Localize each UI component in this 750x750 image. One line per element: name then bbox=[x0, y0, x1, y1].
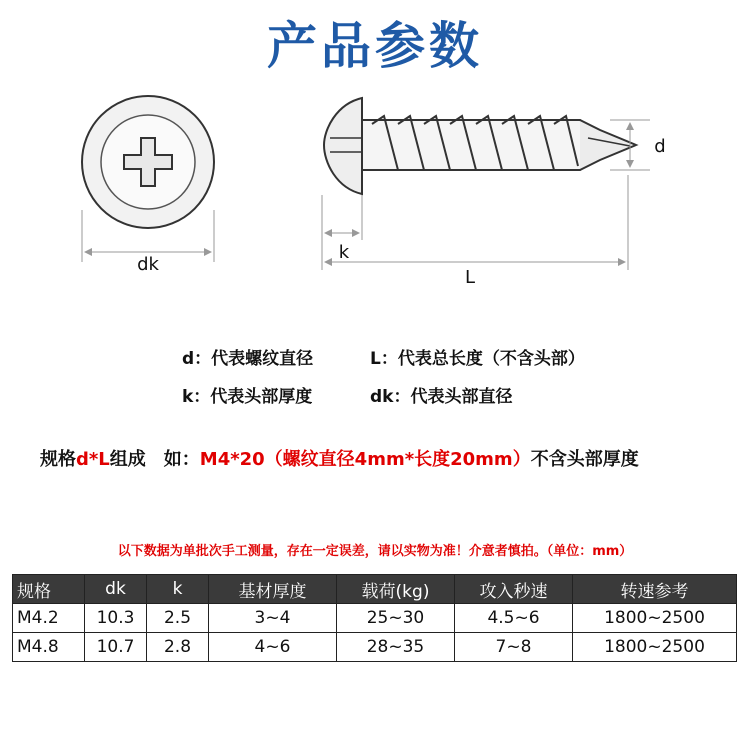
page-title: 产品参数 bbox=[267, 17, 483, 75]
table-row bbox=[13, 604, 737, 633]
cell-load: 25~30 bbox=[337, 604, 455, 633]
spec-format: d*L bbox=[76, 449, 110, 470]
cell-rpm: 1800~2500 bbox=[573, 604, 737, 633]
measurement-note: 以下数据为单批次手工测量，存在一定误差，请以实物为准！介意者慎拍。（单位：mm） bbox=[117, 544, 633, 559]
legend-d: d：代表螺纹直径 bbox=[182, 349, 314, 369]
legend-L: L：代表总长度（不含头部） bbox=[370, 349, 585, 369]
screw-dimension-diagram bbox=[0, 90, 750, 290]
table-header-row bbox=[13, 575, 737, 604]
cell-substrate-thickness: 3~4 bbox=[209, 604, 337, 633]
dk-label: dk bbox=[137, 254, 159, 275]
spec-suffix: 不含头部厚度 bbox=[530, 449, 639, 470]
cell-drill-speed: 4.5~6 bbox=[455, 604, 573, 633]
header-substrate-thickness: 基材厚度 bbox=[209, 575, 337, 604]
L-dimension bbox=[324, 175, 628, 270]
header-k: k bbox=[147, 575, 209, 604]
cell-k: 2.5 bbox=[147, 604, 209, 633]
table-row bbox=[13, 633, 737, 662]
cell-k: 2.8 bbox=[147, 633, 209, 662]
cell-substrate-thickness: 4~6 bbox=[209, 633, 337, 662]
header-spec: 规格 bbox=[13, 575, 85, 604]
screw-side-view bbox=[324, 98, 636, 194]
spec-table bbox=[12, 574, 737, 662]
head-top-view bbox=[82, 96, 214, 228]
L-label: L bbox=[464, 267, 476, 288]
d-label: d bbox=[654, 136, 666, 157]
cell-spec: M4.8 bbox=[13, 633, 85, 662]
spec-format-line bbox=[40, 445, 639, 471]
cell-rpm: 1800~2500 bbox=[573, 633, 737, 662]
spec-middle: 组成 如： bbox=[109, 449, 200, 470]
cell-drill-speed: 7~8 bbox=[455, 633, 573, 662]
k-label: k bbox=[338, 242, 350, 263]
cell-spec: M4.2 bbox=[13, 604, 85, 633]
header-dk: dk bbox=[85, 575, 147, 604]
header-drill-speed: 攻入秒速 bbox=[455, 575, 573, 604]
spec-prefix: 规格 bbox=[40, 449, 76, 470]
cell-load: 28~35 bbox=[337, 633, 455, 662]
legend-dk: dk：代表头部直径 bbox=[370, 387, 513, 407]
header-rpm: 转速参考 bbox=[573, 575, 737, 604]
cell-dk: 10.3 bbox=[85, 604, 147, 633]
header-load: 载荷(kg) bbox=[337, 575, 455, 604]
cell-dk: 10.7 bbox=[85, 633, 147, 662]
spec-example: M4*20（螺纹直径4mm*长度20mm） bbox=[199, 449, 531, 470]
legend-k: k：代表头部厚度 bbox=[182, 387, 313, 407]
